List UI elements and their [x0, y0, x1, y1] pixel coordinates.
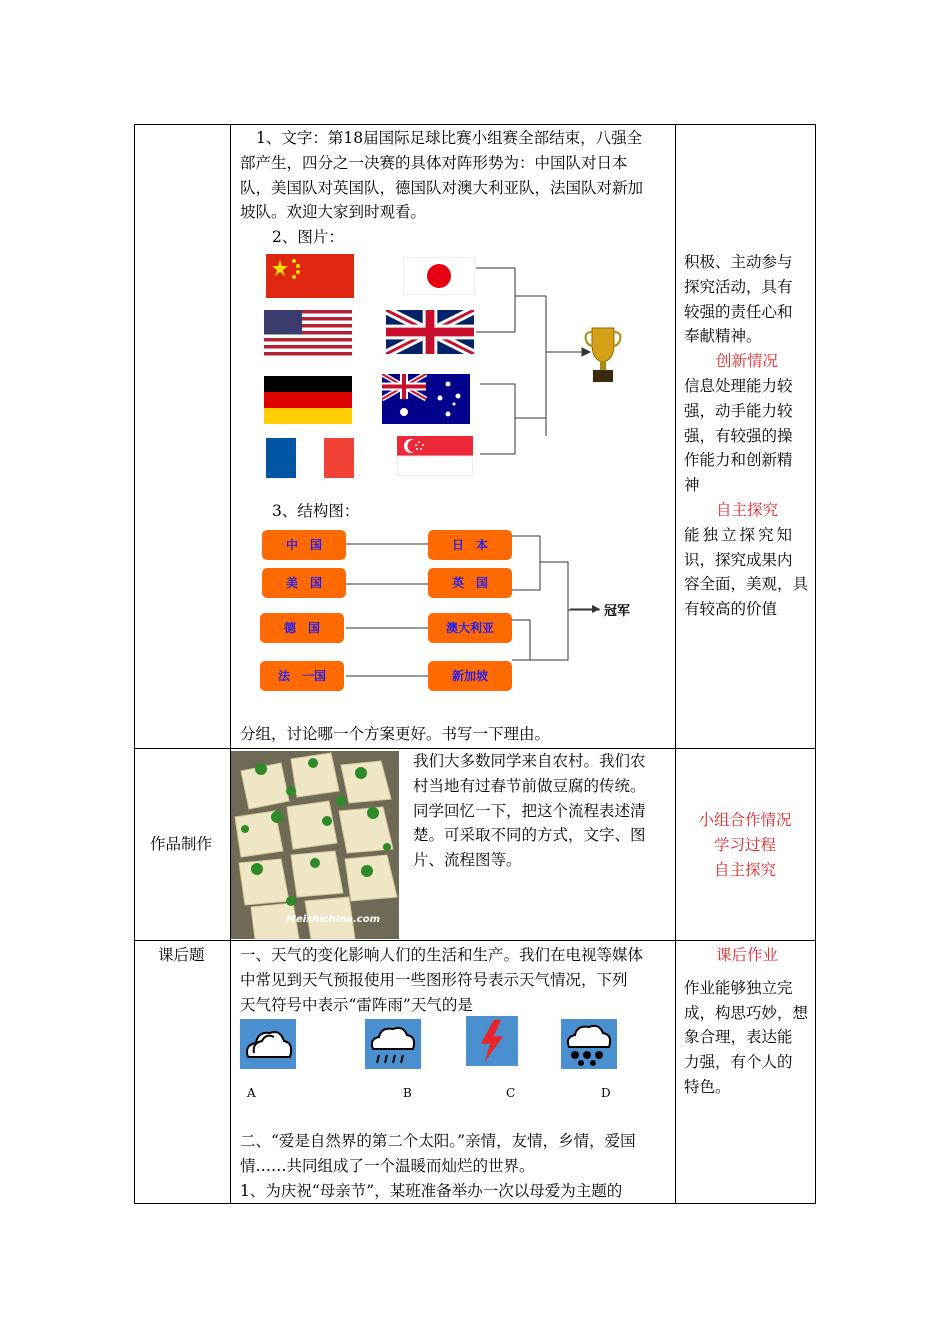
eval-line: 积极、主动参与	[684, 253, 793, 271]
germany-flag-icon	[264, 376, 352, 424]
singapore-flag-icon	[397, 436, 473, 476]
bracket-box-singapore: 新加坡	[428, 661, 512, 691]
row-divider-2	[135, 940, 815, 941]
eval-line: 力强，有个人的	[684, 1053, 793, 1072]
question-1	[240, 943, 674, 1017]
france-flag-icon	[266, 438, 354, 478]
discuss-text: 分组，讨论哪一个方案更好。书写一下理由。	[240, 725, 551, 743]
text-line: 我们大多数同学来自农村。我们农	[413, 752, 646, 770]
row3-label: 课后题	[158, 946, 205, 964]
row1-text	[240, 126, 672, 225]
eval-heading: 自主探究	[715, 500, 778, 519]
photo-watermark: Meishichina.com	[286, 914, 381, 925]
col-divider-2	[675, 125, 676, 1203]
usa-flag-icon	[264, 310, 352, 356]
japan-flag-icon	[403, 257, 475, 295]
option-b: B	[403, 1086, 412, 1100]
bracket-box-france: 法 一国	[260, 661, 344, 691]
eval-line: 有较高的价值	[684, 600, 778, 619]
text-line: 队，美国队对英国队，德国队对澳大利亚队，法国队对新加	[240, 178, 644, 197]
cloudy-weather-icon	[240, 1019, 296, 1069]
question-2	[240, 1129, 674, 1203]
eval-line: 能独立探究知	[684, 525, 796, 544]
champion-label: 冠军	[604, 604, 631, 619]
eval-line: 识，探究成果内	[684, 550, 793, 569]
bracket-box-uk: 英 国	[428, 568, 512, 598]
bracket-box-china: 中 国	[262, 530, 346, 560]
text-line: 一、天气的变化影响人们的生活和生产。我们在电视等媒体	[240, 946, 644, 964]
text-line: 村当地有过春节前做豆腐的传统。	[413, 776, 646, 795]
row3-evaluation	[684, 943, 810, 1100]
eval-line: 作能力和创新精	[684, 451, 793, 470]
eval-line: 特色。	[684, 1077, 731, 1096]
text-line: 楚。可采取不同的方式，文字、图	[413, 826, 646, 845]
text-line: 二、“爱是自然界的第二个太阳。”亲情，友情，乡情，爱国	[240, 1132, 636, 1150]
text-line: 1、文字：第18届国际足球比赛小组赛全部结束，八强全	[256, 129, 643, 147]
eval-line: 探究活动，具有	[684, 277, 793, 296]
eval-line: 强，有较强的操	[684, 426, 793, 445]
australia-flag-icon	[382, 374, 470, 424]
eval-line: 自主探究	[713, 860, 776, 879]
bracket-box-usa: 美 国	[262, 568, 346, 598]
eval-line: 较强的责任心和	[684, 302, 793, 321]
hail-weather-icon	[561, 1019, 617, 1069]
arrow-icon	[570, 603, 600, 615]
eval-line: 信息处理能力较	[684, 376, 793, 395]
bracket-box-germany: 德 国	[260, 613, 344, 643]
china-flag-icon	[266, 254, 354, 298]
bracket-box-japan: 日 本	[428, 530, 512, 560]
row2-label: 作品制作	[150, 835, 213, 853]
option-d: D	[601, 1086, 611, 1100]
eval-line: 小组合作情况	[698, 811, 792, 829]
text-line: 1、为庆祝“母亲节”，某班准备举办一次以母爱为主题的	[240, 1181, 623, 1200]
text-line: 片、流程图等。	[413, 851, 522, 870]
tofu-photo	[231, 751, 399, 939]
eval-heading: 课后作业	[715, 946, 778, 964]
eval-heading: 创新情况	[715, 352, 778, 371]
trophy-icon	[584, 326, 622, 384]
row2-text	[413, 749, 671, 873]
bracket-box-australia: 澳大利亚	[428, 613, 512, 643]
thunder-weather-icon	[464, 1016, 520, 1066]
eval-line: 奉献精神。	[684, 327, 762, 346]
text-line: 天气符号中表示“雷阵雨”天气的是	[240, 995, 473, 1014]
text-line: 情……共同组成了一个温暖而灿烂的世界。	[240, 1156, 535, 1175]
eval-line: 成，构思巧妙，想	[684, 1003, 809, 1022]
eval-line: 象合理，表达能	[684, 1028, 793, 1047]
row2-evaluation	[675, 808, 815, 882]
eval-line: 神	[684, 476, 700, 495]
text-line: 部产生，四分之一决赛的具体对阵形势为：中国队对日本	[240, 153, 628, 172]
eval-line: 学习过程	[713, 835, 776, 854]
pic-label: 2、图片：	[272, 228, 344, 246]
struct-label: 3、结构图：	[272, 502, 360, 520]
uk-flag-icon	[386, 310, 474, 354]
col-divider-1	[230, 125, 231, 1203]
rain-weather-icon	[365, 1019, 421, 1069]
eval-line: 容全面，美观，具	[684, 575, 809, 594]
option-c: C	[506, 1086, 516, 1100]
eval-line: 作业能够独立完	[684, 978, 793, 997]
text-line: 中常见到天气预报使用一些图形符号表示天气情况，下列	[240, 970, 628, 989]
eval-line: 强，动手能力较	[684, 401, 793, 420]
text-line: 坡队。欢迎大家到时观看。	[240, 203, 427, 222]
row1-evaluation	[684, 250, 810, 622]
option-a: A	[247, 1086, 256, 1100]
text-line: 同学回忆一下，把这个流程表述清	[413, 801, 646, 820]
